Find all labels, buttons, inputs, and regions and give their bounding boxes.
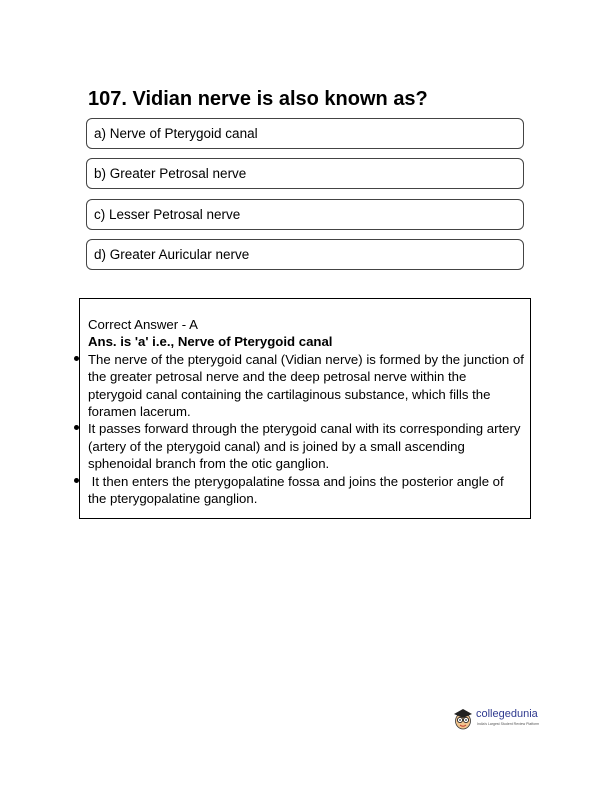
answer-content [88, 316, 524, 507]
answer-heading: Ans. is 'a' i.e., Nerve of Pterygoid canal [88, 334, 333, 350]
option-c[interactable]: c) Lesser Petrosal nerve [86, 199, 524, 230]
option-a[interactable]: a) Nerve of Pterygoid canal [86, 118, 524, 149]
question-title: 107. Vidian nerve is also known as? [88, 88, 428, 110]
logo-tagline: India's Largest Student Review Platform [477, 722, 540, 726]
explanation-list [88, 351, 524, 508]
explanation-text: The nerve of the pterygoid canal (Vidian nerve) is formed by the junction of the greater petrosal nerve and the deep petrosal nerve within the pterygoid canal containing the cartilaginous substance, which fills the foramen lacerum. [88, 351, 524, 420]
explanation-item [88, 420, 524, 472]
collegedunia-logo[interactable] [452, 707, 548, 733]
explanation-item [88, 351, 524, 421]
bullet-icon [74, 425, 79, 430]
explanation-item [88, 473, 524, 508]
answer-box [79, 298, 531, 519]
mascot-icon [452, 707, 474, 731]
bullet-icon [74, 356, 79, 361]
option-b[interactable]: b) Greater Petrosal nerve [86, 158, 524, 189]
explanation-text: It passes forward through the pterygoid canal with its corresponding artery (artery of the pterygoid canal) and is joined by a small ascending sphenoidal branch from the otic ganglion. [88, 421, 521, 472]
correct-answer-label: Correct Answer - A [88, 317, 198, 332]
logo-name: collegedunia [476, 708, 538, 720]
bullet-icon [74, 478, 79, 483]
option-d[interactable]: d) Greater Auricular nerve [86, 239, 524, 270]
explanation-text: It then enters the pterygopalatine fossa and joins the posterior angle of the pterygopalatine ganglion. [88, 473, 508, 507]
